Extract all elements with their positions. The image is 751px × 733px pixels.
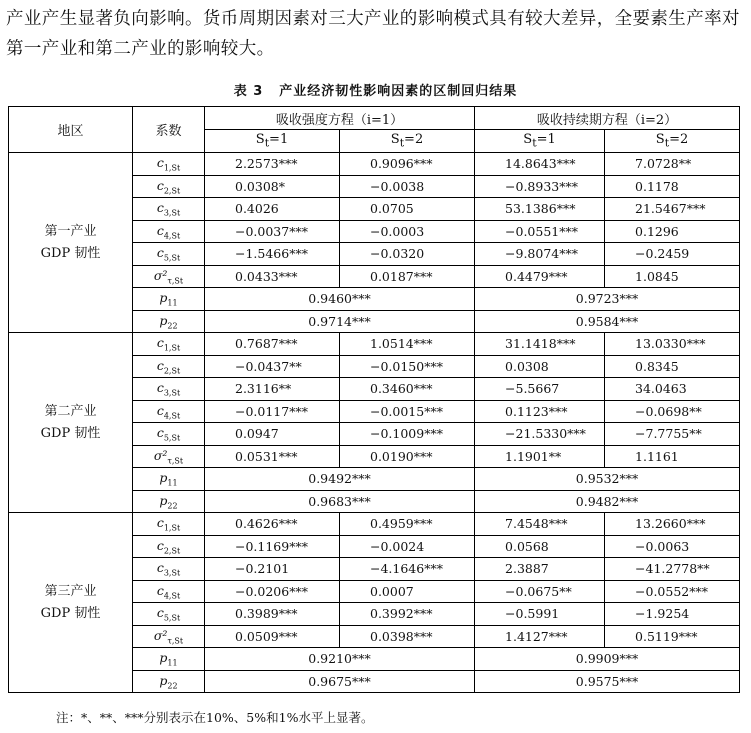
transition-probability-cell: 0.9584*** [475, 310, 740, 333]
coef-label: $c_{3,St}$ [133, 378, 205, 401]
value-cell: 1.0845 [605, 265, 740, 288]
group-1 [9, 153, 740, 333]
value-cell: −0.0063 [605, 535, 740, 558]
transition-probability-cell: 0.9683*** [205, 490, 475, 513]
value-cell: 0.0308* [205, 175, 340, 198]
value-cell: 7.0728** [605, 153, 740, 176]
coef-label: $c_{4,St}$ [133, 220, 205, 243]
value-cell: −0.0698** [605, 400, 740, 423]
value-cell: −0.1169*** [205, 535, 340, 558]
value-cell: 13.2660*** [605, 513, 740, 536]
value-cell: −0.8933*** [475, 175, 605, 198]
transition-probability-cell: 0.9460*** [205, 288, 475, 311]
value-cell: 0.3992*** [340, 603, 475, 626]
group-3 [9, 513, 740, 693]
value-cell: 0.1178 [605, 175, 740, 198]
transition-probability-cell: 0.9675*** [205, 670, 475, 693]
value-cell: −7.7755** [605, 423, 740, 446]
coef-label: $\sigma^2_{\tau,St}$ [133, 445, 205, 468]
value-cell: −0.0320 [340, 243, 475, 266]
coef-label: $c_{3,St}$ [133, 558, 205, 581]
value-cell: −0.0037*** [205, 220, 340, 243]
p22-label: $p_{22}$ [133, 670, 205, 693]
p22-label: $p_{22}$ [133, 310, 205, 333]
value-cell: 1.1161 [605, 445, 740, 468]
coef-label: $c_{2,St}$ [133, 355, 205, 378]
region-label [9, 333, 133, 513]
value-cell: 0.0190*** [340, 445, 475, 468]
value-cell: −5.5667 [475, 378, 605, 401]
coef-label: $\sigma^2_{\tau,St}$ [133, 625, 205, 648]
coef-label: $c_{5,St}$ [133, 423, 205, 446]
coef-label: $\sigma^2_{\tau,St}$ [133, 265, 205, 288]
coef-label: $c_{4,St}$ [133, 580, 205, 603]
header-regime-2a: $S_t=2$ [340, 130, 475, 153]
value-cell: 0.0398*** [340, 625, 475, 648]
transition-probability-cell: 0.9909*** [475, 648, 740, 671]
value-cell: −0.0117*** [205, 400, 340, 423]
table-caption [0, 80, 751, 99]
value-cell: 0.0705 [340, 198, 475, 221]
value-cell: −0.2101 [205, 558, 340, 581]
coef-label: $c_{3,St}$ [133, 198, 205, 221]
coef-label: $c_{2,St}$ [133, 535, 205, 558]
p11-label: $p_{11}$ [133, 468, 205, 491]
region-line-1: 第三产业 [44, 583, 97, 599]
value-cell: −21.5330*** [475, 423, 605, 446]
value-cell: 0.7687*** [205, 333, 340, 356]
transition-probability-cell: 0.9714*** [205, 310, 475, 333]
value-cell: −9.8074*** [475, 243, 605, 266]
value-cell: 13.0330*** [605, 333, 740, 356]
value-cell: 0.0509*** [205, 625, 340, 648]
p11-label: $p_{11}$ [133, 648, 205, 671]
transition-probability-cell: 0.9532*** [475, 468, 740, 491]
region-label [9, 513, 133, 693]
value-cell: 0.0947 [205, 423, 340, 446]
value-cell: 0.8345 [605, 355, 740, 378]
value-cell: 0.1296 [605, 220, 740, 243]
region-line-2: GDP 韧性 [40, 425, 101, 441]
value-cell: −0.0551*** [475, 220, 605, 243]
value-cell: −0.0437** [205, 355, 340, 378]
value-cell: −0.0150*** [340, 355, 475, 378]
value-cell: −0.0038 [340, 175, 475, 198]
value-cell: 21.5467*** [605, 198, 740, 221]
transition-probability-cell: 0.9575*** [475, 670, 740, 693]
value-cell: −0.0675** [475, 580, 605, 603]
region-line-2: GDP 韧性 [40, 245, 101, 261]
value-cell: 34.0463 [605, 378, 740, 401]
value-cell: 7.4548*** [475, 513, 605, 536]
value-cell: 2.3116** [205, 378, 340, 401]
value-cell: 0.1123*** [475, 400, 605, 423]
value-cell: −0.0003 [340, 220, 475, 243]
value-cell: 0.0308 [475, 355, 605, 378]
value-cell: 0.9096*** [340, 153, 475, 176]
value-cell: 1.4127*** [475, 625, 605, 648]
p11-label: $p_{11}$ [133, 288, 205, 311]
table-number: 表 3 [233, 84, 264, 99]
region-line-1: 第一产业 [44, 223, 97, 239]
value-cell: 31.1418*** [475, 333, 605, 356]
header-absorption-duration: 吸收持续期方程（i=2） [475, 107, 740, 130]
value-cell: −1.5466*** [205, 243, 340, 266]
table-title: 产业经济韧性影响因素的区制回归结果 [279, 84, 518, 99]
regime-regression-table [8, 106, 740, 693]
group-2 [9, 333, 740, 513]
region-line-2: GDP 韧性 [40, 605, 101, 621]
value-cell: −0.0206*** [205, 580, 340, 603]
region-label [9, 153, 133, 333]
value-cell: −4.1646*** [340, 558, 475, 581]
transition-probability-cell: 0.9723*** [475, 288, 740, 311]
value-cell: −0.1009*** [340, 423, 475, 446]
coef-label: $c_{4,St}$ [133, 400, 205, 423]
value-cell: 0.0007 [340, 580, 475, 603]
value-cell: −0.0552*** [605, 580, 740, 603]
intro-paragraph: 产业产生显著负向影响。货币周期因素对三大产业的影响模式具有较大差异，全要素生产率对第一产业和第二产业的影响较大。 [6, 9, 740, 59]
table-row [9, 513, 740, 536]
header-region: 地区 [9, 107, 133, 153]
value-cell: 1.1901** [475, 445, 605, 468]
p22-label: $p_{22}$ [133, 490, 205, 513]
table-note: 注：*、**、***分别表示在10%、5%和1%水平上显著。 [56, 710, 374, 725]
header-regime-1a: $S_t=1$ [205, 130, 340, 153]
value-cell: −0.5991 [475, 603, 605, 626]
value-cell: 0.5119*** [605, 625, 740, 648]
value-cell: −0.0024 [340, 535, 475, 558]
region-line-1: 第二产业 [44, 403, 97, 419]
value-cell: 1.0514*** [340, 333, 475, 356]
value-cell: −0.0015*** [340, 400, 475, 423]
value-cell: 53.1386*** [475, 198, 605, 221]
transition-probability-cell: 0.9482*** [475, 490, 740, 513]
value-cell: 0.4026 [205, 198, 340, 221]
value-cell: 0.0531*** [205, 445, 340, 468]
value-cell: 0.4479*** [475, 265, 605, 288]
value-cell: 0.0433*** [205, 265, 340, 288]
header-regime-1b: $S_t=1$ [475, 130, 605, 153]
transition-probability-cell: 0.9210*** [205, 648, 475, 671]
coef-label: $c_{1,St}$ [133, 513, 205, 536]
value-cell: 0.3989*** [205, 603, 340, 626]
header-regime-2b: $S_t=2$ [605, 130, 740, 153]
value-cell: 0.4626*** [205, 513, 340, 536]
coef-label: $c_{5,St}$ [133, 603, 205, 626]
coef-label: $c_{1,St}$ [133, 333, 205, 356]
table-row [9, 153, 740, 176]
value-cell: −0.2459 [605, 243, 740, 266]
header-absorption-intensity: 吸收强度方程（i=1） [205, 107, 475, 130]
coef-label: $c_{1,St}$ [133, 153, 205, 176]
value-cell: 0.4959*** [340, 513, 475, 536]
value-cell: −1.9254 [605, 603, 740, 626]
table-row [9, 333, 740, 356]
coef-label: $c_{2,St}$ [133, 175, 205, 198]
value-cell: −41.2778** [605, 558, 740, 581]
value-cell: 0.0568 [475, 535, 605, 558]
value-cell: 0.0187*** [340, 265, 475, 288]
value-cell: 0.3460*** [340, 378, 475, 401]
header-coef: 系数 [133, 107, 205, 153]
value-cell: 14.8643*** [475, 153, 605, 176]
transition-probability-cell: 0.9492*** [205, 468, 475, 491]
value-cell: 2.3887 [475, 558, 605, 581]
value-cell: 2.2573*** [205, 153, 340, 176]
coef-label: $c_{5,St}$ [133, 243, 205, 266]
